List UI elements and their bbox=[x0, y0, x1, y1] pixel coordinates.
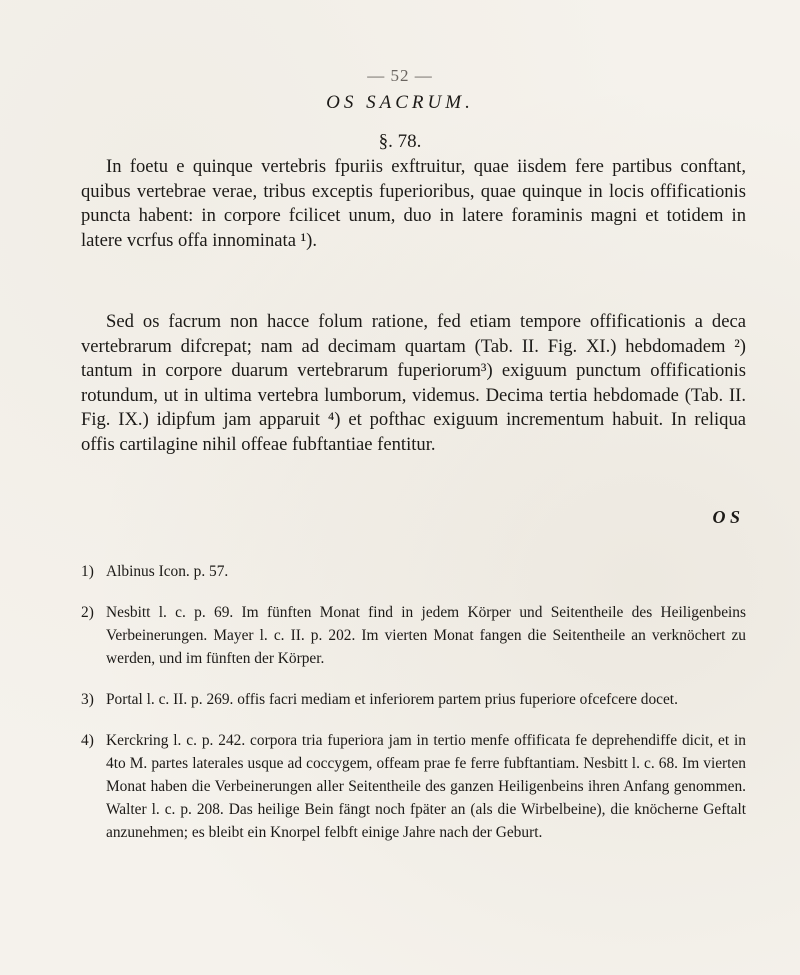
footnote-number: 4) bbox=[81, 732, 94, 749]
footnote-number: 2) bbox=[81, 604, 94, 621]
footnote-text: Nesbitt l. c. p. 69. Im fünften Monat find in jedem Körper und Seitentheile des Heiligenbeins Verbeinerungen. Mayer l. c. II. p. 202. Im vierten Monat fangen die Seitentheile an verknöchert zu werden, und im fünften der Körper. bbox=[106, 604, 746, 667]
footnote bbox=[81, 601, 746, 670]
footnote-number: 1) bbox=[81, 563, 94, 580]
running-head: OS SACRUM. bbox=[326, 92, 474, 113]
section-heading: §. 78. bbox=[378, 131, 422, 152]
footnote bbox=[81, 688, 746, 711]
page-number: — 52 — bbox=[367, 66, 433, 85]
footnote bbox=[81, 560, 746, 583]
footnote-text: Albinus Icon. p. 57. bbox=[106, 563, 229, 580]
footnotes bbox=[81, 560, 746, 862]
footnote bbox=[81, 729, 746, 844]
catchword: O S bbox=[712, 507, 740, 527]
paragraph-2: Sed os facrum non hacce folum ratione, fed etiam tempore offificationis a deca vertebrarum difcrepat; nam ad decimam quartam (Tab. II. Fig. XI.) hebdomadem ²) tantum in corpore duarum vertebrarum fuperiorum³) exiguum punctum offificationis rotundum, ut in ultima vertebra lumborum, videmus. Decima tertia hebdomade (Tab. II. Fig. IX.) idipfum jam apparuit ⁴) et pofthac exiguum incrementum habuit. In reliqua offis cartilagine nihil offeae fubftantiae fentitur. bbox=[81, 311, 746, 455]
footnote-text: Kerckring l. c. p. 242. corpora tria fuperiora jam in tertio menfe offificata fe deprehendiffe dicit, et in 4to M. partes laterales usque ad coccygem, offeam prae fe ferre fubftantiam. Nesbitt l. c. 68. Im vierten Monat haben die Verbeinerungen aller Seitentheile des ganzen Heiligenbeins ihren Anfang genommen. Walter l. c. p. 208. Das heilige Bein fängt noch fpäter an (als die Wirbelbeine), die knöcherne Geftalt anzunehmen; es bleibt ein Knorpel felbft einige Jahre nach der Geburt. bbox=[106, 732, 746, 841]
footnote-number: 3) bbox=[81, 691, 94, 708]
footnote-text: Portal l. c. II. p. 269. offis facri mediam et inferiorem partem prius fuperiore ofcefcere docet. bbox=[106, 691, 678, 708]
paragraph-1: In foetu e quinque vertebris fpuriis exftruitur, quae iisdem fere partibus conftant, quibus vertebrae verae, tribus exceptis fuperioribus, quae quinque in locis offificationis puncta habent: in corpore fcilicet unum, duo in latere foraminis magni et totidem in latere vcrfus offa innominata ¹). bbox=[81, 156, 746, 251]
